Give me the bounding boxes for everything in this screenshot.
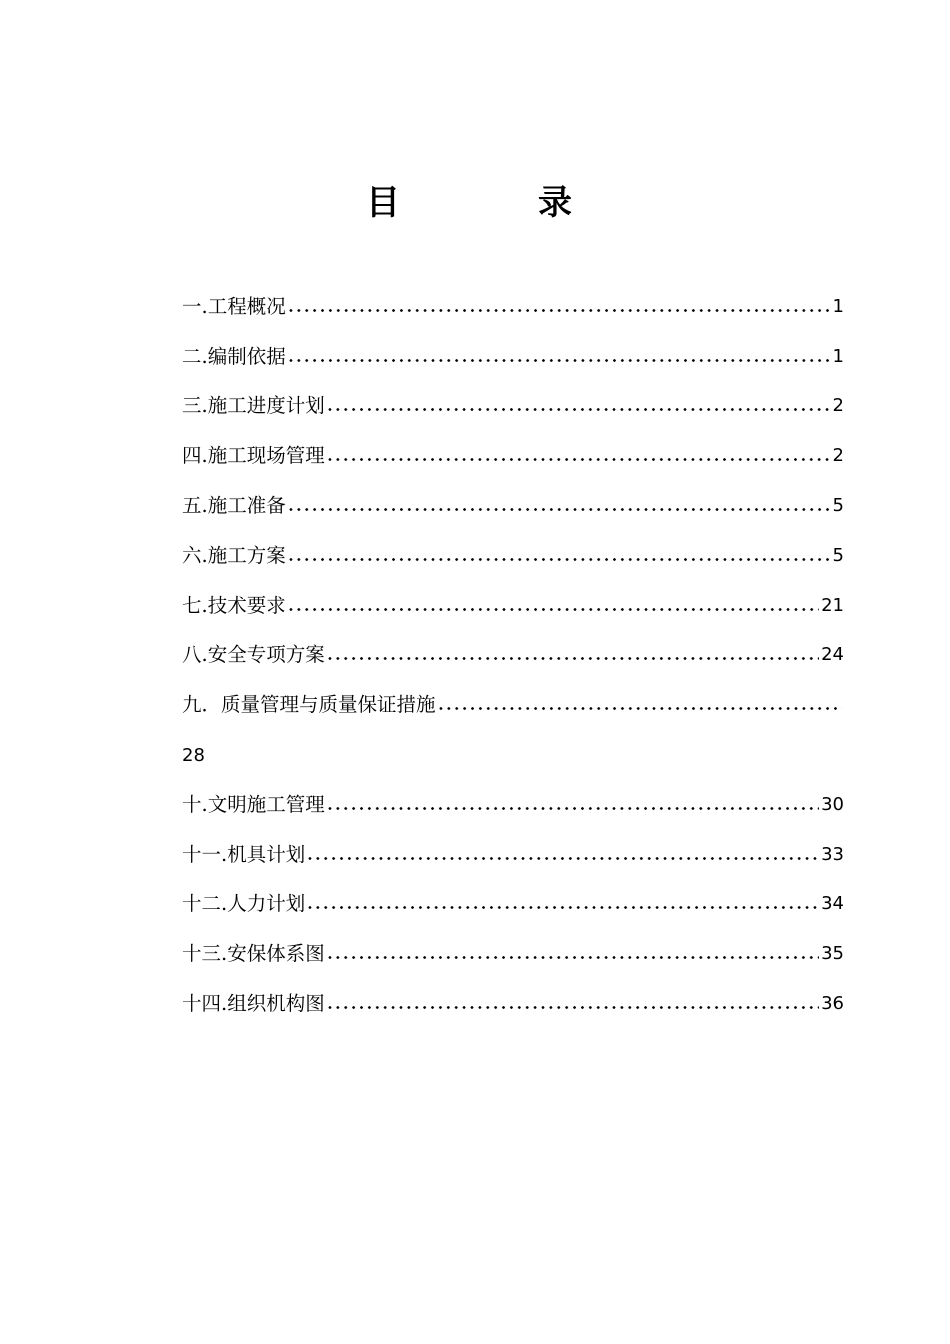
toc-entry-page: 33 bbox=[821, 843, 844, 865]
toc-entry-label: 四.施工现场管理 bbox=[182, 444, 325, 468]
toc-dot-leader bbox=[286, 488, 833, 524]
toc-dot-leader bbox=[325, 438, 833, 474]
toc-entry[interactable] bbox=[182, 481, 844, 531]
toc-entry[interactable] bbox=[182, 431, 844, 481]
toc-dot-leader bbox=[286, 538, 833, 574]
toc-entry-label: 七.技术要求 bbox=[182, 593, 286, 617]
toc-entry-page: 36 bbox=[821, 993, 844, 1015]
toc-entry-label: 十.文明施工管理 bbox=[182, 792, 325, 816]
page-title: 目 录 bbox=[366, 183, 624, 223]
toc-dot-leader bbox=[436, 687, 844, 723]
toc-entry[interactable] bbox=[182, 929, 844, 979]
toc-dot-leader bbox=[325, 388, 833, 424]
toc-entry-page: 35 bbox=[821, 943, 844, 965]
toc-entry-label: 二.编制依据 bbox=[182, 344, 286, 368]
toc-entry-label: 五.施工准备 bbox=[182, 494, 286, 518]
toc-dot-leader bbox=[325, 936, 821, 972]
toc-entry[interactable] bbox=[182, 631, 844, 681]
toc-entry[interactable] bbox=[182, 581, 844, 631]
toc-dot-leader bbox=[286, 588, 821, 624]
toc-entry-label: 九．质量管理与质量保证措施 bbox=[182, 693, 436, 717]
toc-entry-page-wrapped bbox=[182, 730, 844, 780]
toc-entry-page: 21 bbox=[821, 594, 844, 616]
toc-entry-label: 八.安全专项方案 bbox=[182, 643, 325, 667]
toc-entry-page: 5 bbox=[832, 495, 844, 517]
toc-dot-leader bbox=[325, 986, 821, 1022]
toc-entry-page: 1 bbox=[832, 345, 844, 367]
toc-entry[interactable] bbox=[182, 282, 844, 332]
toc-entry[interactable] bbox=[182, 531, 844, 581]
toc-entry[interactable] bbox=[182, 979, 844, 1029]
toc-entry[interactable] bbox=[182, 382, 844, 432]
toc-dot-leader bbox=[305, 886, 821, 922]
toc-entry-label: 一.工程概况 bbox=[182, 294, 286, 318]
toc-entry-page: 34 bbox=[821, 893, 844, 915]
toc-entry-page: 1 bbox=[832, 295, 844, 317]
toc-entry[interactable] bbox=[182, 880, 844, 930]
toc-dot-leader bbox=[286, 339, 833, 375]
toc-entry-label: 三.施工进度计划 bbox=[182, 394, 325, 418]
toc-entry[interactable] bbox=[182, 680, 844, 730]
toc-dot-leader bbox=[286, 289, 833, 325]
toc-entry-label: 十四.组织机构图 bbox=[182, 992, 325, 1016]
toc-dot-leader bbox=[325, 787, 821, 823]
toc-entry-page: 2 bbox=[832, 395, 844, 417]
toc-dot-leader bbox=[325, 637, 821, 673]
toc-entry-page: 2 bbox=[832, 445, 844, 467]
toc-entry[interactable] bbox=[182, 332, 844, 382]
toc-entry-label: 十三.安保体系图 bbox=[182, 942, 325, 966]
toc-entry-page: 28 bbox=[182, 744, 205, 766]
toc-entry-label: 十二.人力计划 bbox=[182, 892, 306, 916]
toc-entry-page: 24 bbox=[821, 644, 844, 666]
toc-dot-leader bbox=[305, 837, 821, 873]
table-of-contents bbox=[182, 282, 844, 1029]
toc-entry-page: 30 bbox=[821, 793, 844, 815]
toc-entry-label: 六.施工方案 bbox=[182, 543, 286, 567]
toc-entry[interactable] bbox=[182, 830, 844, 880]
toc-entry-page: 5 bbox=[832, 544, 844, 566]
toc-entry[interactable] bbox=[182, 780, 844, 830]
toc-entry-label: 十一.机具计划 bbox=[182, 842, 306, 866]
